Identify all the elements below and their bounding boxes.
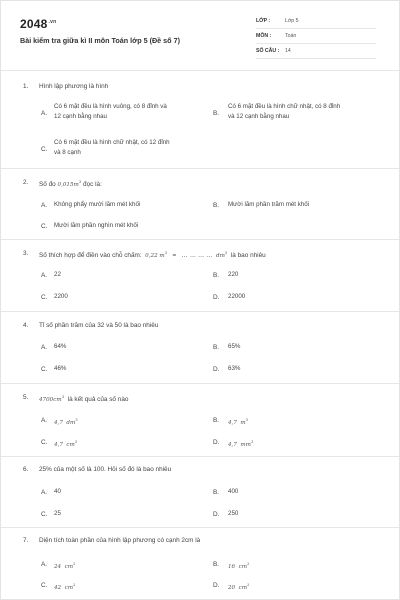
option-text: và 12 cạnh bằng nhau — [228, 113, 290, 120]
question-text-part: Số thích hợp để điền vào chỗ chấm: — [39, 252, 142, 260]
question-text: Hình lập phương là hình — [39, 83, 109, 90]
question-divider — [1, 383, 400, 384]
option-label-a: A. — [41, 110, 48, 117]
option-c[interactable]: 46% — [54, 365, 67, 372]
math-unit: cm — [64, 564, 74, 571]
site-logo[interactable] — [20, 17, 56, 31]
option-c[interactable]: Mười lăm phần nghìn mét khối — [54, 222, 139, 229]
option-text: 12 cạnh bằng nhau — [54, 113, 107, 120]
math-unit: m — [73, 182, 79, 189]
option-label-d: D. — [213, 439, 220, 446]
option-c[interactable] — [54, 437, 77, 450]
option-text: và 8 cạnh — [54, 149, 81, 156]
option-label-b: B. — [213, 202, 220, 209]
meta-value: Lớp 5 — [285, 18, 299, 24]
option-b[interactable]: 220 — [228, 271, 239, 278]
option-d[interactable]: 63% — [228, 365, 241, 372]
option-label-a: A. — [41, 417, 48, 424]
option-label-a: A. — [41, 489, 48, 496]
option-label-b: B. — [213, 561, 220, 568]
math-unit: mm — [240, 442, 251, 449]
math-unit: m — [159, 253, 165, 260]
math-value: 0,22 — [145, 253, 158, 260]
math-exponent: 3 — [75, 417, 78, 422]
option-text: Có 6 mặt đều là hình chữ nhật, có 8 đỉnh — [228, 103, 341, 110]
question-text-part: là bao nhiêu — [230, 252, 266, 260]
math-unit: cm — [64, 585, 74, 592]
meta-count — [256, 45, 376, 59]
math-value: 0,015 — [57, 182, 74, 189]
option-b[interactable]: Mười lăm phần trăm mét khối — [228, 201, 310, 208]
math-exponent: 3 — [224, 250, 228, 255]
quiz-title: Bài kiểm tra giữa kì II môn Toán lớp 5 (Đề số 7) — [20, 36, 180, 45]
option-d[interactable]: 250 — [228, 510, 239, 517]
equals-sign: = — [172, 252, 177, 260]
page-header — [1, 1, 400, 71]
math-value: 42 — [54, 585, 62, 592]
math-exponent: 3 — [250, 439, 254, 444]
question-divider — [1, 168, 400, 169]
question-number: 4. — [23, 322, 29, 329]
question-number: 5. — [23, 394, 29, 401]
meta-key: LỚP : — [256, 18, 271, 24]
meta-class — [256, 15, 376, 29]
math-value: 4,7 — [228, 442, 237, 449]
option-b[interactable] — [228, 102, 340, 122]
option-label-a: A. — [41, 272, 48, 279]
option-label-d: D. — [213, 582, 220, 589]
option-b[interactable]: 400 — [228, 488, 239, 495]
option-label-c: C. — [41, 366, 48, 373]
math-unit: cm — [238, 585, 248, 592]
meta-key: MÔN : — [256, 33, 272, 39]
math-value: 16 — [228, 564, 236, 571]
question-divider — [1, 311, 400, 312]
option-label-b: B. — [213, 489, 220, 496]
question-text: Diện tích toàn phần của hình lập phương có cạnh 2cm là — [39, 537, 201, 544]
option-label-d: D. — [213, 366, 220, 373]
option-d[interactable]: 22000 — [228, 293, 246, 300]
option-label-d: D. — [213, 511, 220, 518]
option-text: Có 6 mặt đều là hình chữ nhật, có 12 đỉnh — [54, 139, 170, 146]
option-label-c: C. — [41, 223, 48, 230]
option-b[interactable] — [228, 415, 248, 428]
option-label-b: B. — [213, 344, 220, 351]
math-unit: m — [240, 420, 246, 427]
question-text: Tỉ số phần trăm của 32 và 50 là bao nhiêu — [39, 322, 159, 329]
question-number: 7. — [23, 537, 29, 544]
option-a[interactable]: 64% — [54, 343, 67, 350]
math-exponent: 2 — [73, 561, 76, 566]
question-text — [39, 179, 102, 188]
option-c[interactable]: 25 — [54, 510, 61, 517]
option-a[interactable]: Không phẩy mười lăm mét khối — [54, 201, 141, 208]
blank-dots: … … … … — [181, 252, 213, 260]
math-exponent: 3 — [74, 439, 78, 444]
math-unit: cm — [53, 397, 62, 404]
math-value: 4700 — [39, 397, 54, 404]
option-label-a: A. — [41, 344, 48, 351]
option-label-c: C. — [41, 582, 48, 589]
math-value: 20 — [228, 585, 236, 592]
math-unit: dm — [66, 420, 76, 427]
option-a[interactable] — [54, 102, 167, 122]
math-exponent: 3 — [245, 417, 249, 422]
question-text-part: đọc là: — [83, 181, 102, 189]
option-label-b: B. — [213, 110, 220, 117]
math-unit: dm — [216, 253, 225, 260]
math-exponent: 3 — [78, 179, 82, 184]
option-text: Có 6 mặt đều là hình vuông, có 8 đỉnh và — [54, 103, 167, 110]
question-text-part: là kết quả của số nào — [67, 396, 129, 404]
math-unit: cm — [238, 564, 248, 571]
option-a[interactable] — [54, 415, 78, 428]
option-d[interactable] — [228, 437, 253, 450]
option-label-b: B. — [213, 272, 220, 279]
meta-value: Toán — [285, 33, 297, 39]
meta-subject — [256, 30, 376, 44]
math-value: 24 — [54, 564, 62, 571]
question-divider — [1, 239, 400, 240]
option-label-c: C. — [41, 294, 48, 301]
math-value: 4,7 — [54, 420, 63, 427]
logo-text: 2048 — [20, 17, 48, 31]
question-number: 1. — [23, 83, 29, 90]
math-exponent: 2 — [247, 582, 250, 587]
question-number: 6. — [23, 466, 29, 473]
option-b[interactable]: 65% — [228, 343, 241, 350]
option-b[interactable] — [228, 559, 249, 572]
question-divider — [1, 456, 400, 457]
question-divider — [1, 527, 400, 528]
math-exponent: 3 — [164, 250, 168, 255]
option-label-c: C. — [41, 511, 48, 518]
question-number: 2. — [23, 179, 29, 186]
option-a[interactable]: 22 — [54, 271, 61, 278]
option-label-c: C. — [41, 146, 48, 153]
math-exponent: 2 — [247, 561, 250, 566]
option-a[interactable]: 40 — [54, 488, 61, 495]
math-exponent: 2 — [73, 582, 76, 587]
question-text — [39, 394, 128, 403]
option-label-c: C. — [41, 439, 48, 446]
option-label-b: B. — [213, 417, 220, 424]
logo-suffix: .vn — [48, 19, 57, 25]
math-unit: cm — [66, 442, 75, 449]
option-label-a: A. — [41, 202, 48, 209]
option-a[interactable] — [54, 559, 75, 572]
option-c[interactable] — [54, 580, 75, 593]
math-value: 4,7 — [228, 420, 237, 427]
question-text — [39, 250, 266, 259]
option-c[interactable]: 2200 — [54, 293, 68, 300]
header-divider — [1, 70, 400, 71]
option-label-a: A. — [41, 561, 48, 568]
option-label-d: D. — [213, 294, 220, 301]
option-c[interactable] — [54, 138, 170, 158]
meta-value: 14 — [285, 48, 291, 54]
option-d[interactable] — [228, 580, 249, 593]
question-number: 3. — [23, 250, 29, 257]
meta-key: SỐ CÂU : — [256, 48, 280, 54]
math-value: 4,7 — [54, 442, 63, 449]
question-text: 25% của một số là 100. Hỏi số đó là bao nhiêu — [39, 466, 172, 473]
math-exponent: 3 — [61, 394, 65, 399]
question-text-part: Số đo — [39, 181, 56, 189]
